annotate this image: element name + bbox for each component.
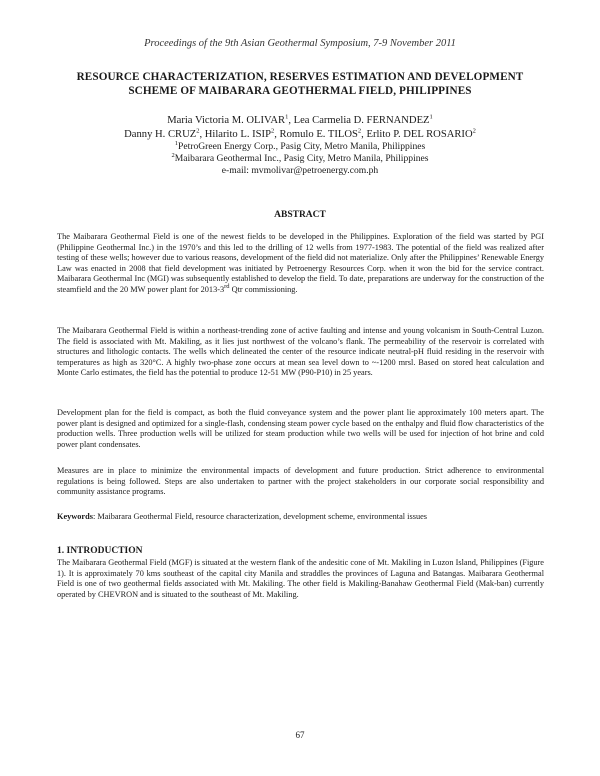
abstract-paragraph-2: The Maibarara Geothermal Field is within a northeast-trending zone of active faulting and intense and young volcanism in South-Central Luzon. The field is associated with Mt. Makiling, as it lies just northwest of the volcano’s flank. The permeability of the reservoir is correlated with structures and lithologic contacts. The wells which delineated the center of the resource indicate neutral-pH fluid residing in the reservoir with temperatures as high as 320°C. A highly two-phase zone occurs at mean sea level down to ~-1200 mrsl. Based on stored heat calculation and Monte Carlo estimates, the field has the potential to produce 12-51 MW (P90-P10) in 25 years.	[57, 326, 544, 378]
author-email: e-mail: mvmolivar@petroenergy.com.ph	[221, 165, 379, 176]
affiliation-1: $^1$PetroGreen Energy Corp., Pasig City, Metro Manila, Philippines	[174, 139, 426, 152]
running-header: Proceedings of the 9th Asian Geothermal Symposium, 7-9 November 2011	[144, 38, 456, 49]
author-block	[40, 114, 560, 177]
authors-line-1: Maria Victoria M. OLIVAR$^1$, Lea Carmelia D. FERNANDEZ$^1$	[167, 113, 433, 126]
abstract-paragraph-3: Development plan for the field is compact, as both the fluid conveyance system and the power plant lie approximately 100 meters apart. The power plant is designed and optimized for a single-flash, condensing steam power cycle based on the enthalpy and fluid flow characteristics of the production wells. Three production wells will be utilized for steam production while two wells will be used for injection of hot brine and cold power plant condensates.	[57, 408, 544, 449]
section-heading-introduction: 1. INTRODUCTION	[57, 546, 143, 556]
abstract-paragraph-1: The Maibarara Geothermal Field is one of the newest fields to be developed in the Philippines. Exploration of the field was started by PGI (Philippine Geothermal Inc.) in the 1970’s and this led to the drilling of 12 wells from 1977-1983. The potential of the field was realized after testing of these wells; however due to various reasons, development of the field did not materialize. Only after the Philippines’ Renewable Energy Law was enacted in 2008 that field development was initiated by Petroenergy Resources Corp. when it won the bid for the service contract. Maibarara Geothermal Inc (MGI) was subsequently established to develop the field. To date, preparations are underway for the construction of the steamfield and the 20 MW power plant for 2013-3rd Qtr commissioning.	[57, 232, 544, 294]
keywords	[57, 512, 544, 523]
title-line-1: RESOURCE CHARACTERIZATION, RESERVES ESTIMATION AND DEVELOPMENT	[76, 71, 524, 83]
title-line-2: SCHEME OF MAIBARARA GEOTHERMAL FIELD, PHILIPPINES	[128, 85, 472, 97]
affiliation-2: $^2$Maibarara Geothermal Inc., Pasig City, Metro Manila, Philippines	[171, 151, 429, 164]
keywords-list: : Maibarara Geothermal Field, resource characterization, development scheme, environmental issues	[92, 512, 427, 521]
introduction-paragraph: The Maibarara Geothermal Field (MGF) is situated at the western flank of the andesitic cone of Mt. Makiling in Luzon Island, Philippines (Figure 1). It is approximately 70 kms southeast of the capital city Manila and straddles the provinces of Laguna and Batangas. Maibarara Geothermal Field is one of two geothermal fields associated with Mt. Makiling. The other field is Makiling-Banahaw Geothermal Field (Mak-ban) currently operated by CHEVRON and is situated to the southeast of Mt. Makiling.	[57, 558, 544, 599]
authors-line-2: Danny H. CRUZ$^2$, Hilarito L. ISIP$^2$, Romulo E. TILOS$^2$, Erlito P. DEL ROSARIO$^2$	[124, 126, 476, 140]
abstract-paragraph-4: Measures are in place to minimize the environmental impacts of development and future production. Strict adherence to environmental regulations is being followed. Steps are also undertaken to partner with the project stakeholders in our corporate social responsibility and community assistance programs.	[57, 466, 544, 497]
page-number: 67	[295, 730, 305, 740]
keywords-label: Keywords	[57, 512, 93, 521]
abstract-heading: ABSTRACT	[274, 210, 326, 220]
paper-title	[50, 70, 550, 98]
